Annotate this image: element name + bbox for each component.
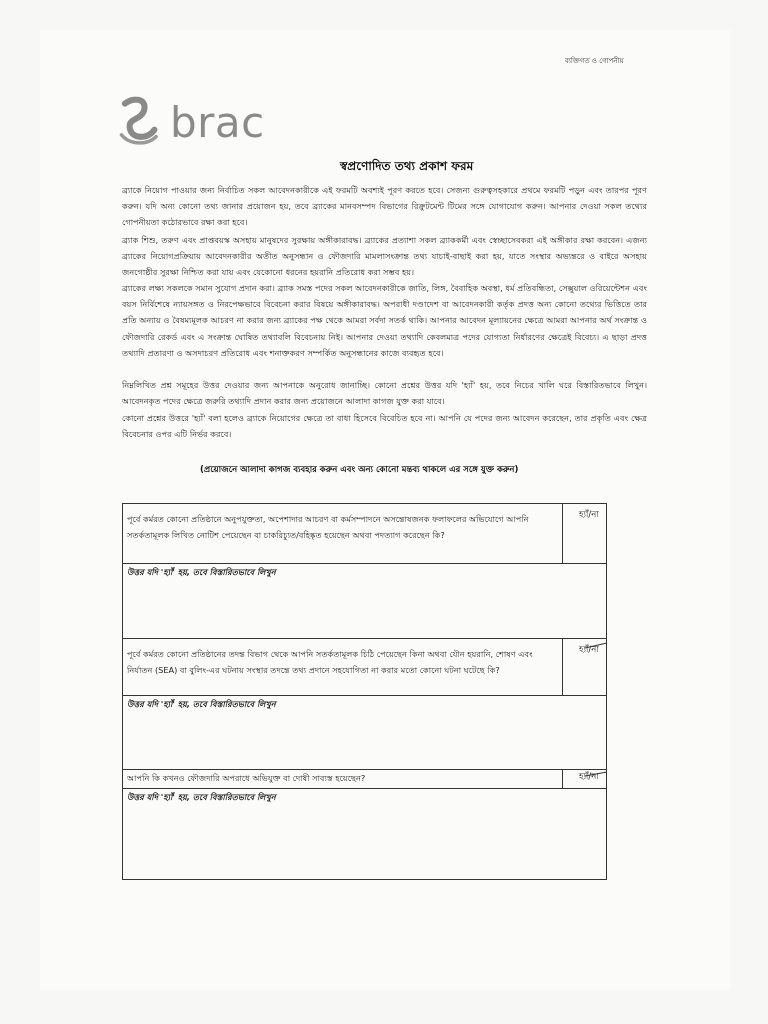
answer-box-3[interactable] — [123, 789, 606, 881]
yes-no-label-1: হ্যাঁ/না — [579, 510, 599, 520]
answer-box-1[interactable] — [123, 564, 606, 639]
form-title: স্বপ্রণোদিত তথ্য প্রকাশ ফরম — [340, 159, 474, 173]
question-row-1 — [123, 504, 606, 564]
questions-table — [122, 503, 607, 880]
answer-instruction-1: উত্তর যদি 'হ্যাঁ' হয়, তবে বিস্তারিতভাবে লিখুন — [127, 567, 276, 577]
disclaimer-paragraph: কোনো প্রশ্নের উত্তরে 'হ্যাঁ' বলা হলেও ব্র্যাকে নিয়োগের ক্ষেত্রে তা বাধা হিসেবে বিবেচিত হবে না। আপনি যে পদের জন্য আবেদন করেছেন, তার প্রকৃতি এবং ক্ষেত্র বিবেচনার ওপর এটি নির্ভর করবে। — [122, 413, 647, 440]
attachment-note: (প্রয়োজনে আলাদা কাগজ ব্যবহার করুন এবং অন্য কোনো মন্তব্য থাকলে এর সঙ্গে যুক্ত করুন) — [200, 465, 519, 475]
brac-logo-icon — [118, 95, 170, 147]
instructions-paragraph: নিম্নলিখিত প্রশ্ন সমূহের উত্তর দেওয়ার জন্য আপনাকে অনুরোধ জানাচ্ছি। কোনো প্রশ্নের উত্তর যদি 'হ্যাঁ' হয়, তবে নিচের খালি ঘরে বিস্তারিতভাবে লিখুন। আবেদনকৃত পদের ক্ষেত্রে জরুরি তথ্যাদি প্রদান করার জন্য প্রয়োজনে আলাদা কাগজ যুক্ত করা যাবে। — [122, 380, 647, 407]
yes-no-label-3: হ্যাঁ/না — [579, 772, 599, 782]
yes-no-field-2[interactable] — [563, 639, 606, 695]
confidential-label: ব্যক্তিগত ও গোপনীয় — [565, 57, 624, 65]
question-row-2 — [123, 639, 606, 696]
question-row-3 — [123, 770, 606, 789]
safeguarding-paragraph: ব্র্যাক শিশু, তরুণ এবং প্রাপ্তবয়স্ক অসহায় মানুষদের সুরক্ষায় অঙ্গীকারাবদ্ধ। ব্র্যাকের প্রত্যাশা সকল ব্র্যাককর্মী এবং স্বেচ্ছাসেবকরা এই অঙ্গীকার রক্ষা করবেন। এজন্য ব্র্যাকের নিয়োগপ্রক্রিয়ায় আবেদনকারীর অতীত অনুসন্ধান ও ফৌজদারি মামলাসংক্রান্ত তথ্য যাচাই-বাছাই করা হয়, যাতে সংস্থার অভ্যন্তরে ও বাইরে অসহায় জনগোষ্ঠীর সুরক্ষা নিশ্চিত করা যায় এবং যেকোনো ধরনের হয়রানি প্রতিরোধ করা সম্ভব হয়। — [122, 235, 647, 278]
equal-opportunity-paragraph: ব্র্যাকের লক্ষ্য সকলকে সমান সুযোগ প্রদান করা। ব্র্যাক সমস্ত পদের সকল আবেদনকারীকে জাতি, লিঙ্গ, বৈবাহিক অবস্থা, ধর্ম প্রতিবন্ধিতা, সেক্সুয়াল ওরিয়েন্টেশন এবং বয়স নির্বিশেষে ন্যায়সঙ্গত ও নিরপেক্ষভাবে বিবেচনা করার বিষয়ে অঙ্গীকারাবদ্ধ। অপরাধী দণ্ডাদেশ বা আবেদনকারী কর্তৃক প্রদত্ত অন্য কোনো তথ্যের ভিত্তিতে তার প্রতি অন্যায় ও বৈষম্যমূলক আচরণ না করার জন্য ব্র্যাকের পক্ষ থেকে আমরা সর্বদা সতর্ক থাকি। আপনার আবেদন মূল্যায়নের ক্ষেত্রে আমরা আপনার অর্থ সংক্রান্ত ও ফৌজদারি রেকর্ড এবং এ সংক্রান্ত ঘোষিত তথ্যাবলি বিবেচনায় নিই। আপনার দেওয়া তথ্যাদি কেবলমাত্র পদের যোগ্যতা নির্ধারণের ক্ষেত্রেই বিবেচ্য। এ ছাড়া প্রদত্ত তথ্যাদি প্রতারণা ও অসদাচরণ প্রতিরোধ এবং শনাক্তকরণ সম্পর্কিত অনুসন্ধানের কাজে ব্যবহৃত হবে। — [122, 283, 647, 358]
question-text-2: পূর্বে কর্মরত কোনো প্রতিষ্ঠানের তদন্ত বিভাগ থেকে আপনি সতর্কতামূলক চিঠি পেয়েছেন কিনা অথবা যৌন হয়রানি, শোষণ এবং নির্যাতন (SEA) বা বুলিং-এর ঘটনায় সংস্থার তদন্তে তথ্য প্রদানে সহযোগিতা না করার মতো কোনো ঘটনা ঘটেছে কি? — [123, 639, 563, 695]
yes-no-label-2: হ্যাঁ/না — [579, 645, 599, 655]
answer-box-2[interactable] — [123, 696, 606, 770]
yes-no-field-1[interactable] — [563, 504, 606, 563]
question-text-1: পূর্বে কর্মরত কোনো প্রতিষ্ঠানে অনুপযুক্ততা, অপেশাদার আচরণ বা কর্মসম্পাদনে অসন্তোষজনক ফলাফলের অভিযোগে আপনি সতর্কতামূলক লিখিত নোটিশ পেয়েছেন বা চাকরিচ্যুত/বহিষ্কৃত হয়েছেন অথবা পদত্যাগ করেছেন কি? — [123, 504, 563, 563]
yes-no-field-3[interactable] — [563, 770, 606, 788]
answer-instruction-3: উত্তর যদি 'হ্যাঁ' হয়, তবে বিস্তারিতভাবে লিখুন — [127, 792, 276, 802]
checkmark-stroke-icon — [583, 642, 609, 650]
intro-paragraph: ব্র্যাকে নিয়োগ পাওয়ার জন্য নির্বাচিত সকল আবেদনকারীকে এই ফরমটি অবশ্যই পূরণ করতে হবে। সেজন্য গুরুত্বসহকারে প্রথমে ফরমটি পড়ুন এবং তারপর পূরণ করুন। যদি অন্য কোনো তথ্য জানার প্রয়োজন হয়, তবে ব্র্যাকের মানবসম্পদ বিভাগের রিক্রুটমেন্ট টিমের সঙ্গে যোগাযোগ করুন। আপনার দেওয়া সকল তথ্যের গোপনীয়তা কঠোরভাবে রক্ষা করা হবে। — [122, 185, 647, 228]
answer-instruction-2: উত্তর যদি 'হ্যাঁ' হয়, তবে বিস্তারিতভাবে লিখুন — [127, 699, 276, 709]
checkmark-stroke-icon — [583, 771, 609, 779]
question-text-3: আপনি কি কখনও ফৌজদারি অপরাধে অভিযুক্ত বা দোষী সাব্যস্ত হয়েছেন? — [123, 770, 563, 788]
brac-wordmark: brac — [170, 98, 265, 147]
